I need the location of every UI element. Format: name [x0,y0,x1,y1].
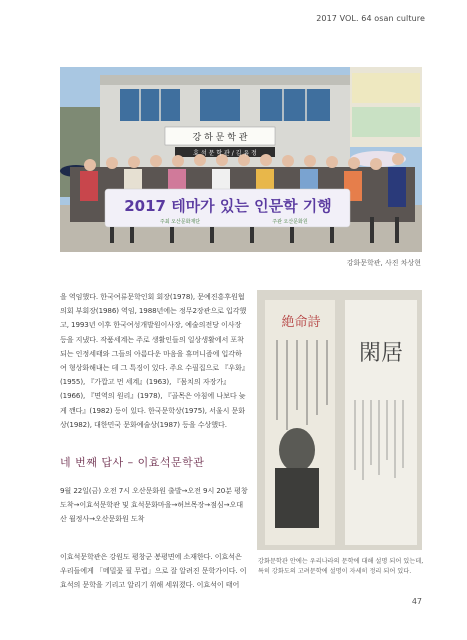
section-title: 네 번째 답사 – 이효석문학관 [60,456,205,469]
exhibit-photo-illustration [257,290,422,550]
exhibit-photo [257,290,422,550]
scroll-title: 絶命詩 [281,315,321,330]
building-subsign-text: 효 석 문 학 관 / 김 유 정 [193,150,257,157]
photo-caption-top: 강화문학관, 사진 차상현 [346,259,421,267]
banner-sub-right: 주관 오산문화원 [272,219,308,225]
building-sign-text: 강 하 문 학 관 [192,133,248,143]
group-photo-illustration [60,67,422,252]
banner-sub-left: 주최 오산문화재단 [159,219,201,225]
photo-caption-right: 강화문학관 안에는 우리나라의 문학에 대해 설명 되어 있는데, 특히 강화도의 고려문학에 설명이 자세히 정리 되어 있다. [258,558,424,575]
group-photo [60,67,422,252]
body-paragraph-2-text: 9월 22일(금) 오전 7시 오산문화원 출발→오전 9시 20분 평창 도착→이효석문학관 및 효석문화마을→허브목장→점심→오대산 월정사→오산문화원 도착 [60,486,248,524]
body-paragraph-1 [60,290,248,432]
body-paragraph-1-text: 을 역임했다. 한국여류문학인회 회장(1978), 문예진흥후원협의회 부회장(1986) 역임, 1988년에는 정무2장관으로 입각했고, 1993년 이후 한국여성개발원이사장, 예술의전당 이사장 등을 지냈다. 작품세계는 주로 생활인들의 일상생활에서 포착되는 인정세태와 그들의 아름다운 마음을 휴머니즘에 입각하여 형상화해내는 데 그 특징이 있다. 주요 수필집으로 『우화』(1955), 『가깝고 먼 세계』(1963), 『몸치의 자장가』(1966), 『면역의 원리』(1978), 『골목은 아침에 나보다 늦게 깬다』(1982) 등이 있다. 한국문학상(1975), 서울시 문화상(1982), 대한민국 문화예술상(1987) 등을 수상했다. [60,292,247,429]
body-paragraph-3-text: 이효석문학관은 강원도 평창군 봉평면에 소재한다. 이효석은 우리들에게 「메밀꽃 필 무렵」으로 잘 알려진 문학가이다. 이효석의 문학을 기리고 알리기 위해 세워졌다. 이효석이 태어 [60,552,247,590]
panel-title: 閑居 [358,341,404,366]
body-paragraph-2 [60,484,248,527]
body-paragraph-3 [60,550,248,593]
page-header: 2017 VOL. 64 osan culture [316,14,425,23]
banner-title: 2017 테마가 있는 인문학 기행 [124,197,332,215]
page-number: 47 [411,597,422,606]
